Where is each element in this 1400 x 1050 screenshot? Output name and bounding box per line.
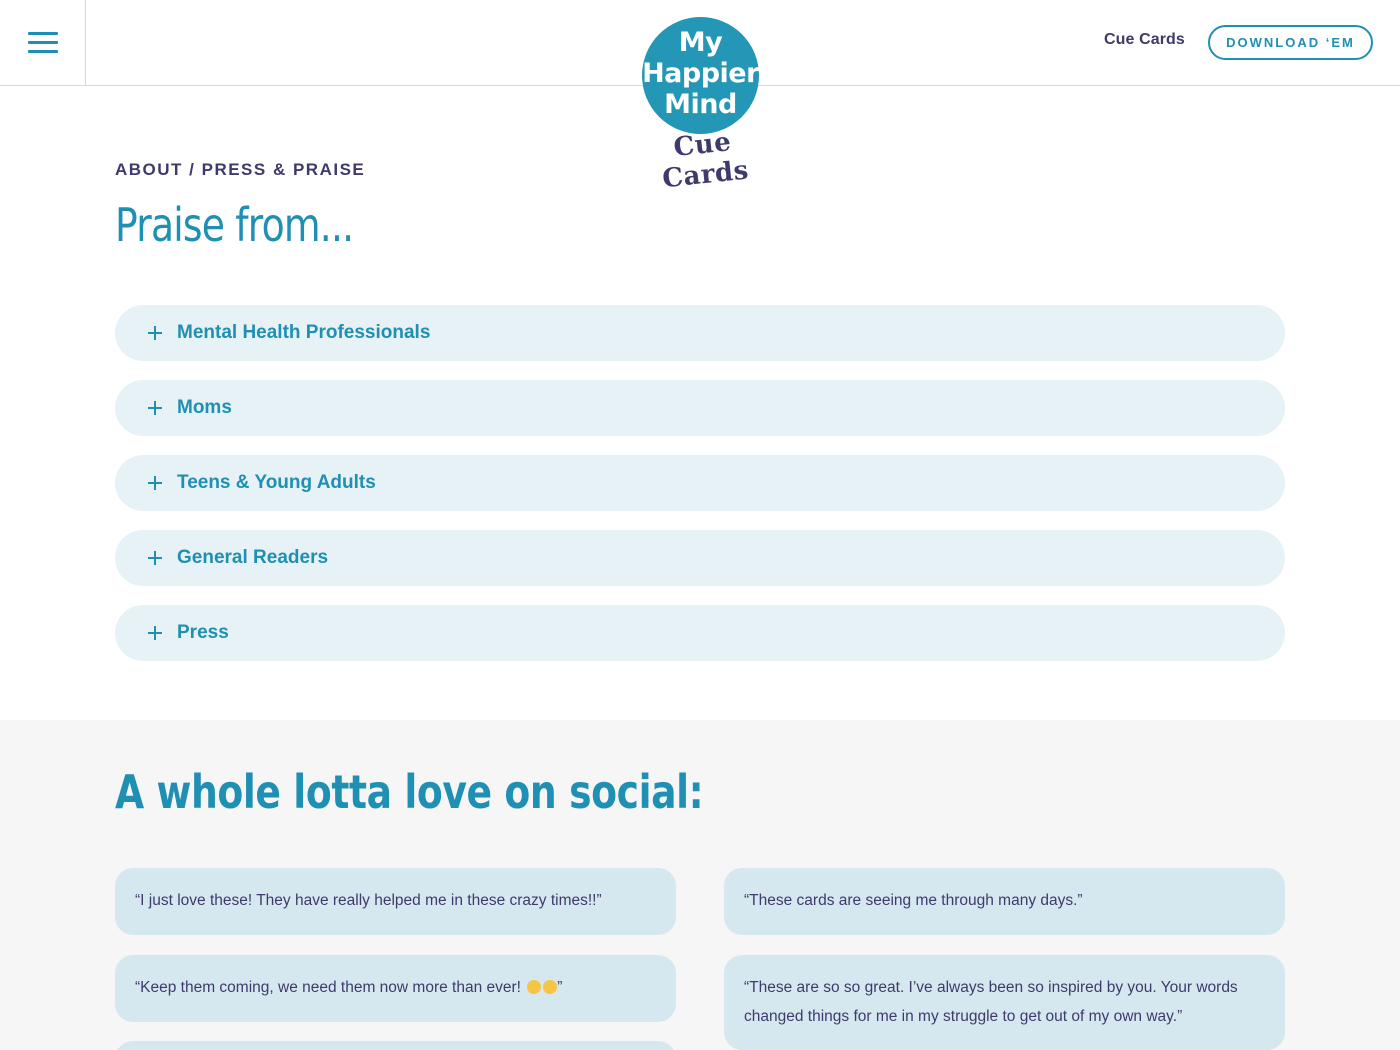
quote-close-mark: ” <box>557 979 563 996</box>
logo-line: My <box>678 27 723 58</box>
nav-link-cue-cards[interactable]: Cue Cards <box>1104 31 1185 48</box>
logo-subtitle: Cue Cards <box>660 127 751 195</box>
site-logo[interactable] <box>636 14 764 195</box>
hamburger-icon-bar <box>28 41 58 44</box>
kissing-face-emoji-icon <box>527 980 541 994</box>
accordion-label: Mental Health Professionals <box>177 322 431 343</box>
logo-line: Happier <box>642 58 759 89</box>
plus-icon <box>148 476 162 490</box>
social-quote <box>724 955 1285 1050</box>
social-quote <box>724 868 1285 935</box>
accordion-label: General Readers <box>177 547 329 568</box>
quote-text: “Keep them coming, we need them now more than ever! <box>135 979 521 996</box>
social-love-section <box>0 720 1400 1050</box>
plus-icon <box>148 626 162 640</box>
social-quote <box>115 1041 676 1050</box>
accordion-item-moms[interactable] <box>115 380 1285 436</box>
accordion-label: Teens & Young Adults <box>177 472 376 493</box>
plus-icon <box>148 326 162 340</box>
logo-line: Mind <box>664 89 737 120</box>
social-quote <box>115 868 676 935</box>
accordion-item-mental-health-professionals[interactable] <box>115 305 1285 361</box>
kissing-face-emoji-icon <box>543 980 557 994</box>
accordion-item-teens-young-adults[interactable] <box>115 455 1285 511</box>
logo-title <box>642 27 759 120</box>
social-quote <box>115 955 676 1022</box>
quote-text: “These are so so great. I’ve always been so inspired by you. Your words changed things for me in my struggle to get out of my own way.” <box>744 979 1238 1025</box>
hamburger-icon-bar <box>28 50 58 53</box>
quote-text: “These cards are seeing me through many days.” <box>744 892 1083 909</box>
breadcrumb: ABOUT / PRESS & PRAISE <box>115 160 366 179</box>
quote-text: “I just love these! They have really helped me in these crazy times!!” <box>135 892 602 909</box>
plus-icon <box>148 401 162 415</box>
accordion-item-general-readers[interactable] <box>115 530 1285 586</box>
hamburger-icon-bar <box>28 32 58 35</box>
plus-icon <box>148 551 162 565</box>
accordion-label: Moms <box>177 397 232 418</box>
download-button[interactable]: DOWNLOAD ‘EM <box>1208 25 1373 60</box>
praise-accordion <box>115 305 1285 680</box>
social-section-title: A whole lotta love on social: <box>115 765 704 819</box>
hamburger-menu-button[interactable] <box>0 0 86 85</box>
accordion-label: Press <box>177 622 229 643</box>
accordion-item-press[interactable] <box>115 605 1285 661</box>
page-title: Praise from... <box>115 198 354 252</box>
